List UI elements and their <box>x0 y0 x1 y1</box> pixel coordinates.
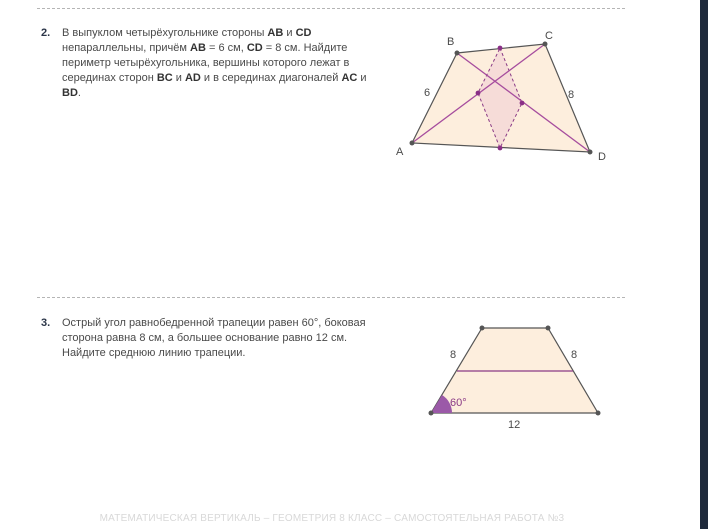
base-label: 12 <box>508 419 521 431</box>
trap-vertex-br <box>596 411 601 416</box>
footer-text: МАТЕМАТИЧЕСКАЯ ВЕРТИКАЛЬ – ГЕОМЕТРИЯ 8 КЛАСС – САМОСТОЯТЕЛЬНАЯ РАБОТА №3 <box>99 513 565 524</box>
side-cd-label: 8 <box>568 89 575 101</box>
right-side-label: 8 <box>571 349 578 361</box>
trap-vertex-tr <box>546 326 551 331</box>
vertex-c-label: C <box>545 30 553 42</box>
angle-label: 60° <box>450 397 467 409</box>
vertex-a-label: A <box>396 146 404 158</box>
problem-3-number: 3. <box>41 317 51 329</box>
problem-2-text: В выпуклом четырёхугольнике стороны AB и CD непараллельны, причём AB = 6 см, CD = 8 см. Найдите периметр четырёхугольника, вершины которого лежат в серединах сторон BC и AD и в серединах диагоналей AC и BD. <box>62 27 367 99</box>
problem-2-number: 2. <box>41 27 51 39</box>
problem-3-text: Острый угол равнобедренной трапеции равен 60°, боковая сторона равна 8 см, а большее основание равно 12 см. Найдите среднюю линию трапеции. <box>62 317 366 359</box>
vertex-b-label: B <box>447 36 455 48</box>
left-side-label: 8 <box>450 349 457 361</box>
trap-vertex-tl <box>480 326 485 331</box>
trap-vertex-bl <box>429 411 434 416</box>
side-ab-label: 6 <box>424 87 431 99</box>
vertex-d-label: D <box>598 151 606 163</box>
